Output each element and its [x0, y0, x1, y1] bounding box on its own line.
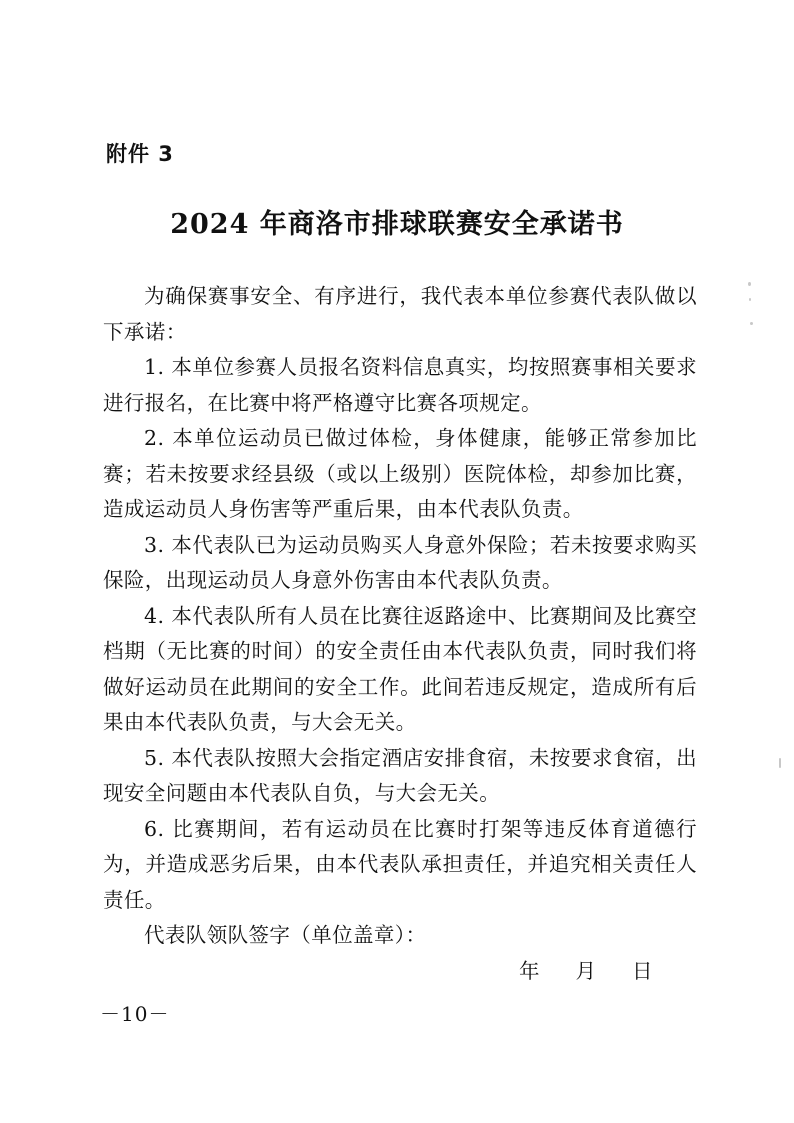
scan-speck	[749, 298, 751, 301]
commitment-item-2: 2. 本单位运动员已做过体检，身体健康，能够正常参加比赛；若未按要求经县级（或以上级别）医院体检，却参加比赛，造成运动员人身伤害等严重后果，由本代表队负责。	[103, 426, 697, 521]
scan-speck	[748, 282, 751, 286]
date-year: 年	[519, 959, 540, 983]
page-number: －10－	[100, 1002, 170, 1026]
intro-paragraph: 为确保赛事安全、有序进行，我代表本单位参赛代表队做以下承诺：	[103, 284, 697, 344]
date-day: 日	[632, 959, 653, 983]
scan-speck	[750, 322, 753, 325]
attachment-label: 附件 3	[106, 142, 174, 166]
commitment-item-6: 6. 比赛期间，若有运动员在比赛时打架等违反体育道德行为，并造成恶劣后果，由本代表队承担责任，并追究相关责任人责任。	[103, 816, 697, 912]
commitment-item-4: 4. 本代表队所有人员在比赛往返路途中、比赛期间及比赛空档期（无比赛的时间）的安全责任由本代表队负责，同时我们将做好运动员在此期间的安全工作。此间若违反规定，造成所有后果由本代表队负责，与大会无关。	[103, 603, 697, 734]
document-title: 2024 年商洛市排球联赛安全承诺书	[170, 209, 624, 240]
scan-speck	[779, 758, 781, 768]
commitment-item-5: 5. 本代表队按照大会指定酒店安排食宿，未按要求食宿，出现安全问题由本代表队自负，与大会无关。	[103, 745, 697, 805]
date-line	[519, 954, 653, 988]
signature-line: 代表队领队签字（单位盖章）：	[144, 923, 427, 947]
date-month: 月	[575, 959, 596, 983]
commitment-body	[103, 279, 697, 918]
commitment-item-3: 3. 本代表队已为运动员购买人身意外保险；若未按要求购买保险，出现运动员人身意外伤害由本代表队负责。	[103, 532, 697, 592]
commitment-item-1: 1. 本单位参赛人员报名资料信息真实，均按照赛事相关要求进行报名，在比赛中将严格遵守比赛各项规定。	[103, 355, 697, 415]
